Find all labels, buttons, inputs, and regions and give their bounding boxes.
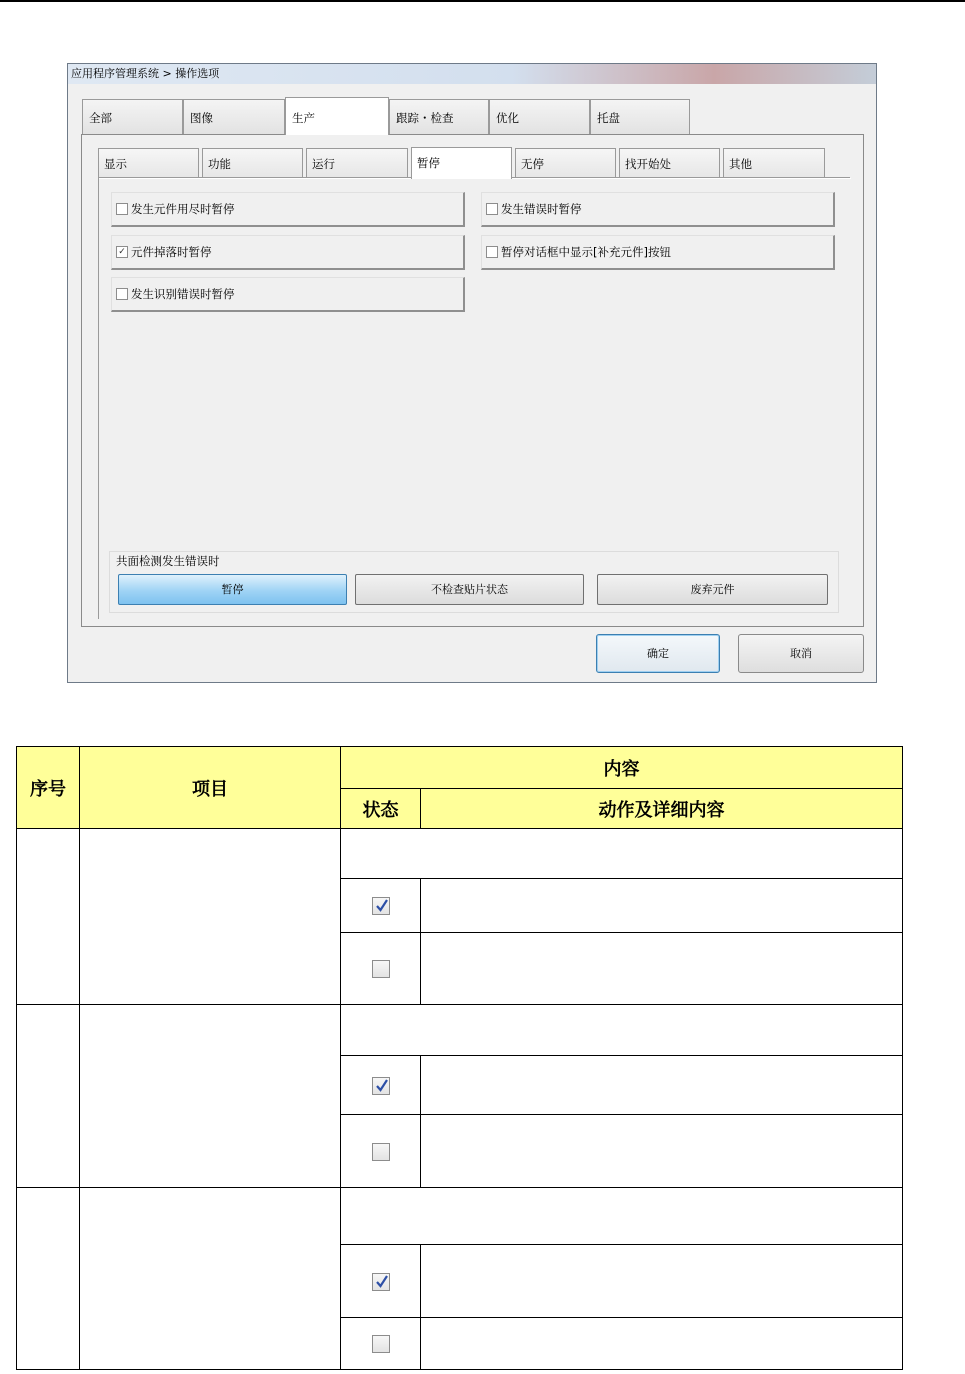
subtab-run[interactable]: 运行 [306,148,408,178]
dialog-title: 应用程序管理系统 > 操作选项 [68,64,876,84]
tab-all[interactable]: 全部 [82,99,183,135]
checkbox-icon[interactable] [116,203,128,215]
header-no: 序号 [17,747,80,829]
table-cell-no [17,1005,80,1188]
table-cell-detail [421,933,903,1005]
option-parts-empty-pause[interactable] [111,192,465,227]
checkbox-icon[interactable] [486,246,498,258]
table-cell-no [17,829,80,1005]
tab-tray[interactable]: 托盘 [590,99,690,135]
table-cell-state [341,933,421,1005]
table-cell-item [80,1188,341,1370]
option-show-supply-button[interactable] [481,235,835,270]
cancel-button[interactable]: 取消 [738,634,864,673]
header-state: 状态 [341,789,421,829]
table-cell-no [17,1188,80,1370]
option-label: 发生元件用尽时暂停 [131,202,235,216]
checkbox-checked-icon [372,1273,390,1291]
tab-optimize[interactable]: 优化 [489,99,590,135]
table-cell-state [341,1318,421,1370]
checkbox-icon[interactable] [116,288,128,300]
table-cell-content [341,829,903,879]
option-recognition-error-pause[interactable] [111,277,465,312]
option-part-drop-pause[interactable] [111,235,465,270]
options-dialog [67,63,877,683]
table-cell-item [80,1005,341,1188]
table-cell-state [341,1056,421,1115]
page-top-rule [0,0,965,2]
subtab-nonstop[interactable]: 无停 [515,148,616,178]
skip-placement-check-button[interactable]: 不检查贴片状态 [355,574,584,605]
discard-part-button[interactable]: 废弃元件 [597,574,828,605]
option-label: 元件掉落时暂停 [131,245,212,259]
table-cell-item [80,829,341,1005]
settings-table [16,746,903,1370]
checkbox-checked-icon[interactable]: ✓ [116,246,128,258]
checkbox-checked-icon [372,897,390,915]
table-cell-detail [421,1115,903,1188]
checkbox-unchecked-icon [372,1143,390,1161]
option-label: 发生错误时暂停 [501,202,582,216]
pause-button[interactable]: 暂停 [118,574,347,605]
subtab-display[interactable]: 显示 [98,148,199,178]
ok-button[interactable]: 确定 [596,634,720,673]
table-cell-detail [421,1245,903,1318]
table-cell-state [341,879,421,933]
coplanarity-group-title: 共面检测发生错误时 [116,554,220,568]
option-label: 暂停对话框中显示[补充元件]按钮 [501,245,671,259]
checkbox-checked-icon [372,1077,390,1095]
table-cell-detail [421,879,903,933]
header-item: 项目 [80,747,341,829]
subtab-find-start[interactable]: 找开始处 [619,148,720,178]
subtab-other[interactable]: 其他 [723,148,825,178]
table-cell-detail [421,1318,903,1370]
subtab-function[interactable]: 功能 [202,148,303,178]
table-cell-state [341,1245,421,1318]
checkbox-unchecked-icon [372,960,390,978]
table-cell-state [341,1115,421,1188]
header-detail: 动作及详细内容 [421,789,903,829]
option-label: 发生识别错误时暂停 [131,287,235,301]
table-cell-content [341,1188,903,1245]
checkbox-icon[interactable] [486,203,498,215]
checkbox-unchecked-icon [372,1335,390,1353]
table-cell-detail [421,1056,903,1115]
tab-production[interactable]: 生产 [285,97,389,135]
option-error-pause[interactable] [481,192,835,227]
tab-trace-inspect[interactable]: 跟踪・检查 [389,99,489,135]
table-cell-content [341,1005,903,1056]
header-content: 内容 [341,747,903,789]
subtab-pause[interactable]: 暂停 [411,147,512,179]
tab-image[interactable]: 图像 [183,99,285,135]
